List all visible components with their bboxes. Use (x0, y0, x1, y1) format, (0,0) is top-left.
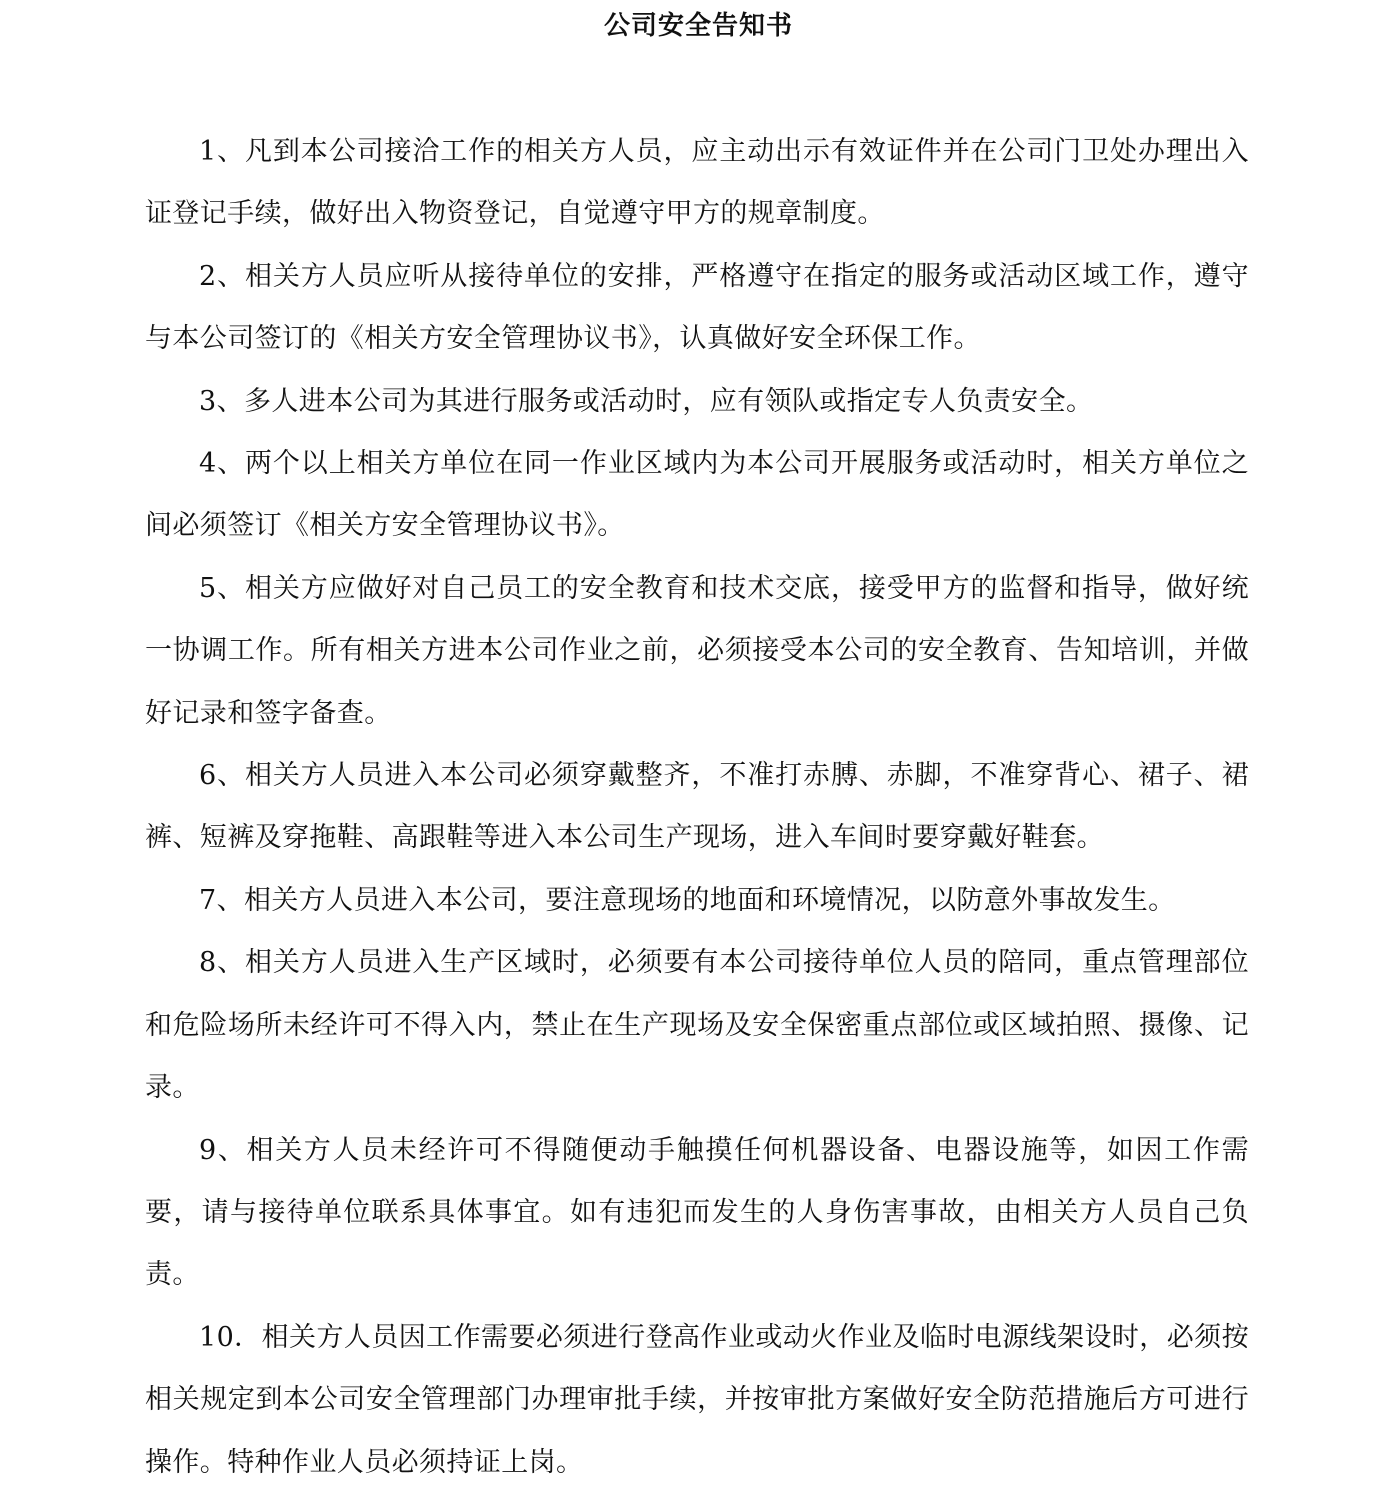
document-body (145, 121, 1249, 1494)
clause-6: 6、相关方人员进入本公司必须穿戴整齐，不准打赤膊、赤脚，不准穿背心、裙子、裙裤、短裤及穿拖鞋、高跟鞋等进入本公司生产现场，进入车间时要穿戴好鞋套。 (145, 760, 1249, 854)
clause-3: 3、多人进本公司为其进行服务或活动时，应有领队或指定专人负责安全。 (199, 385, 1094, 417)
clause-4: 4、两个以上相关方单位在同一作业区域内为本公司开展服务或活动时，相关方单位之间必须签订《相关方安全管理协议书》。 (145, 448, 1249, 542)
document-title: 公司安全告知书 (603, 11, 793, 41)
clause-10: 10．相关方人员因工作需要必须进行登高作业或动火作业及临时电源线架设时，必须按相关规定到本公司安全管理部门办理审批手续，并按审批方案做好安全防范措施后方可进行操作。特种作业人员必须持证上岗。 (145, 1321, 1249, 1478)
clause-9: 9、相关方人员未经许可不得随便动手触摸任何机器设备、电器设施等，如因工作需要，请与接待单位联系具体事宜。如有违犯而发生的人身伤害事故，由相关方人员自己负责。 (145, 1134, 1249, 1291)
clause-1: 1、凡到本公司接洽工作的相关方人员，应主动出示有效证件并在公司门卫处办理出入证登记手续，做好出入物资登记，自觉遵守甲方的规章制度。 (145, 136, 1249, 230)
clause-8: 8、相关方人员进入生产区域时，必须要有本公司接待单位人员的陪同，重点管理部位和危险场所未经许可不得入内，禁止在生产现场及安全保密重点部位或区域拍照、摄像、记录。 (145, 947, 1249, 1104)
clause-7: 7、相关方人员进入本公司，要注意现场的地面和环境情况，以防意外事故发生。 (199, 884, 1176, 916)
clause-5: 5、相关方应做好对自己员工的安全教育和技术交底，接受甲方的监督和指导，做好统一协调工作。所有相关方进本公司作业之前，必须接受本公司的安全教育、告知培训，并做好记录和签字备查。 (145, 572, 1249, 729)
clause-2: 2、相关方人员应听从接待单位的安排，严格遵守在指定的服务或活动区域工作，遵守与本公司签订的《相关方安全管理协议书》，认真做好安全环保工作。 (145, 260, 1249, 355)
